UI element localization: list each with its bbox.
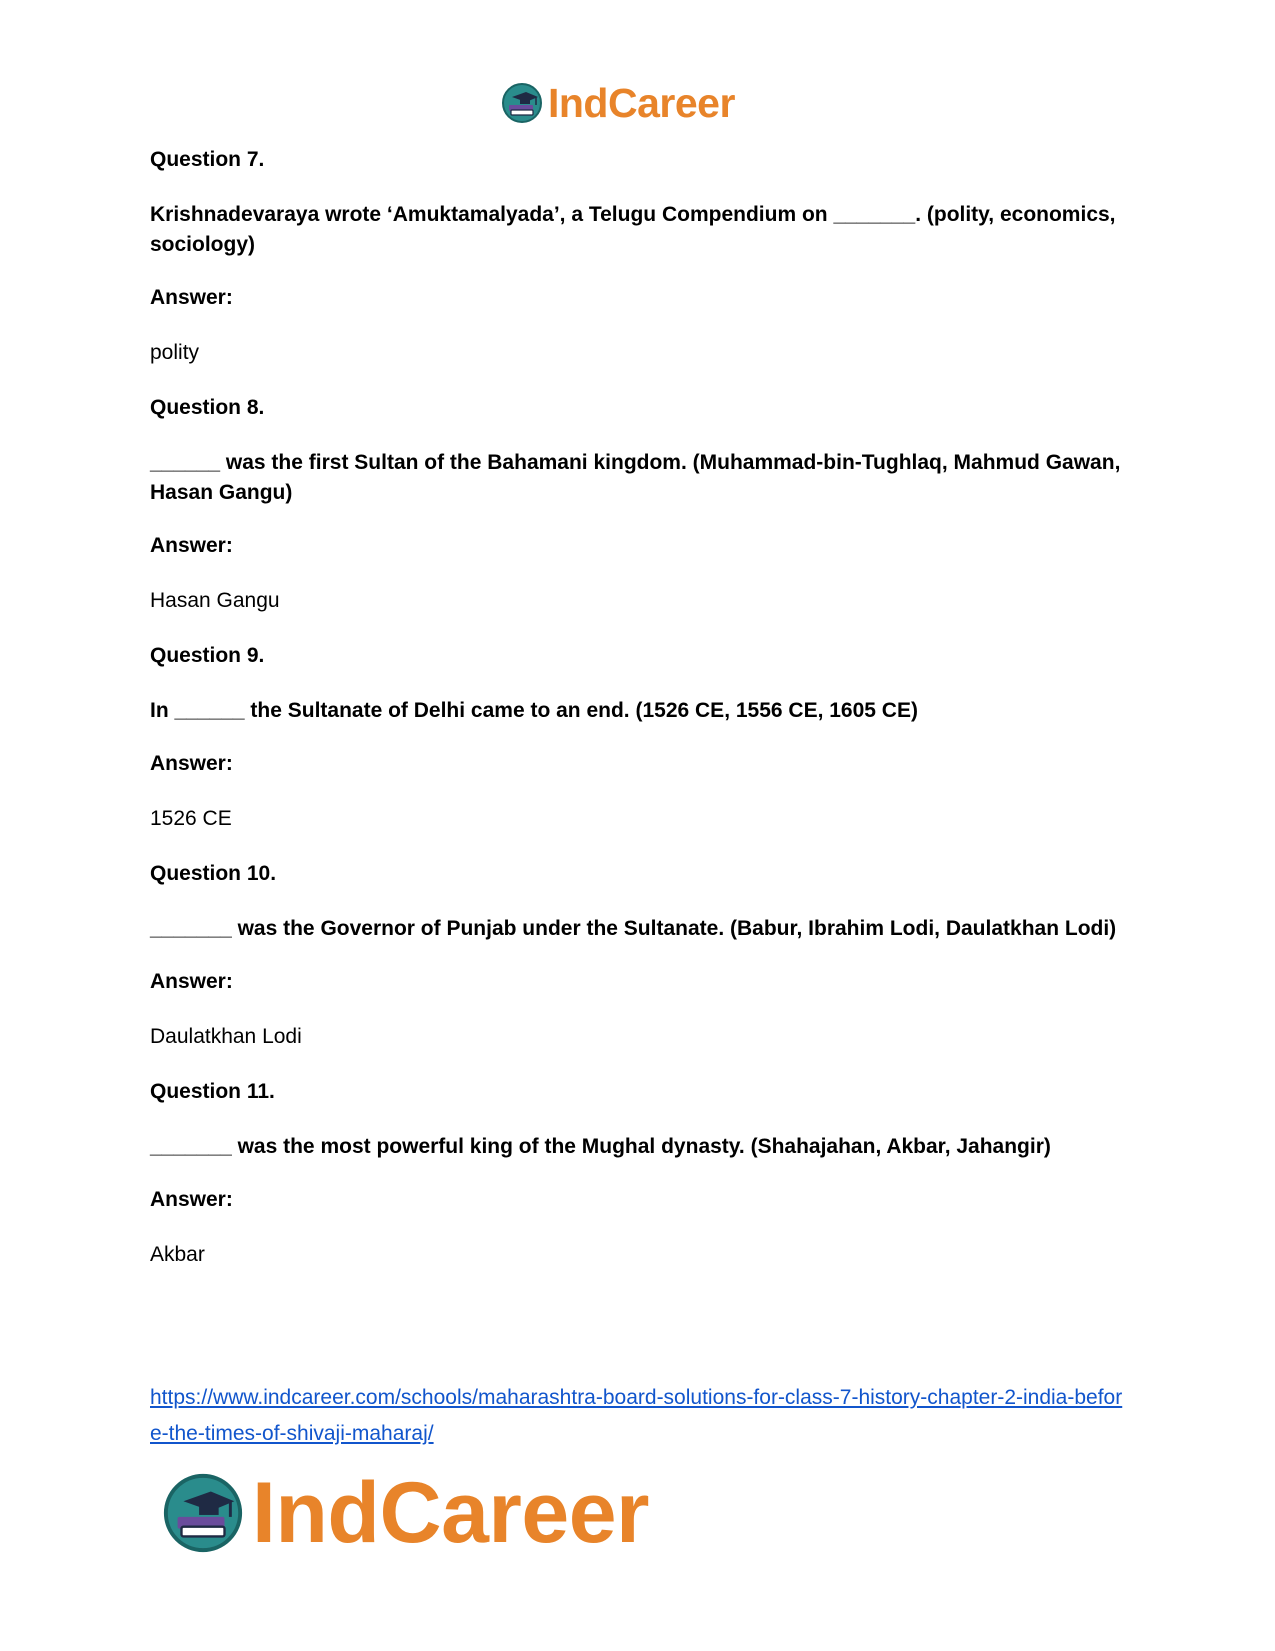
question-text: _______ was the Governor of Punjab under the Sultanate. (Babur, Ibrahim Lodi, Daulatkhan Lodi) <box>150 917 1117 940</box>
answer-text: 1526 CE <box>150 807 232 830</box>
answer-text: Daulatkhan Lodi <box>150 1025 302 1048</box>
question-block <box>150 393 1130 616</box>
question-title: Question 7. <box>150 148 265 171</box>
question-title: Question 8. <box>150 396 265 419</box>
question-text: In ______ the Sultanate of Delhi came to an end. (1526 CE, 1556 CE, 1605 CE) <box>150 699 918 722</box>
answer-label: Answer: <box>150 286 233 309</box>
question-block <box>150 859 1130 1052</box>
question-text: Krishnadevaraya wrote ‘Amuktamalyada’, a Telugu Compendium on _______. (polity, economics, sociology) <box>150 203 1116 256</box>
answer-text: Hasan Gangu <box>150 589 280 612</box>
qa-content <box>150 145 1130 1295</box>
question-title: Question 11. <box>150 1080 275 1103</box>
brand-name: IndCareer <box>252 1465 649 1561</box>
answer-label: Answer: <box>150 534 233 557</box>
graduation-book-globe-icon <box>500 81 544 125</box>
question-block <box>150 1077 1130 1270</box>
answer-text: polity <box>150 341 200 364</box>
question-text: _______ was the most powerful king of the Mughal dynasty. (Shahajahan, Akbar, Jahangir) <box>150 1135 1051 1158</box>
question-title: Question 10. <box>150 862 277 885</box>
source-link[interactable]: https://www.indcareer.com/schools/maharashtra-board-solutions-for-class-7-history-chapter-2-india-before-the-times-of-shivaji-maharaj/ <box>150 1386 1123 1445</box>
question-block <box>150 145 1130 368</box>
graduation-book-globe-icon <box>160 1470 246 1556</box>
answer-label: Answer: <box>150 970 233 993</box>
answer-text: Akbar <box>150 1243 205 1266</box>
brand-name: IndCareer <box>548 79 735 126</box>
answer-label: Answer: <box>150 752 233 775</box>
answer-label: Answer: <box>150 1188 233 1211</box>
question-title: Question 9. <box>150 644 265 667</box>
header-logo <box>500 78 735 128</box>
question-block <box>150 641 1130 834</box>
question-text: ______ was the first Sultan of the Bahamani kingdom. (Muhammad-bin-Tughlaq, Mahmud Gawan, Hasan Gangu) <box>150 451 1121 504</box>
footer-logo <box>160 1465 649 1561</box>
